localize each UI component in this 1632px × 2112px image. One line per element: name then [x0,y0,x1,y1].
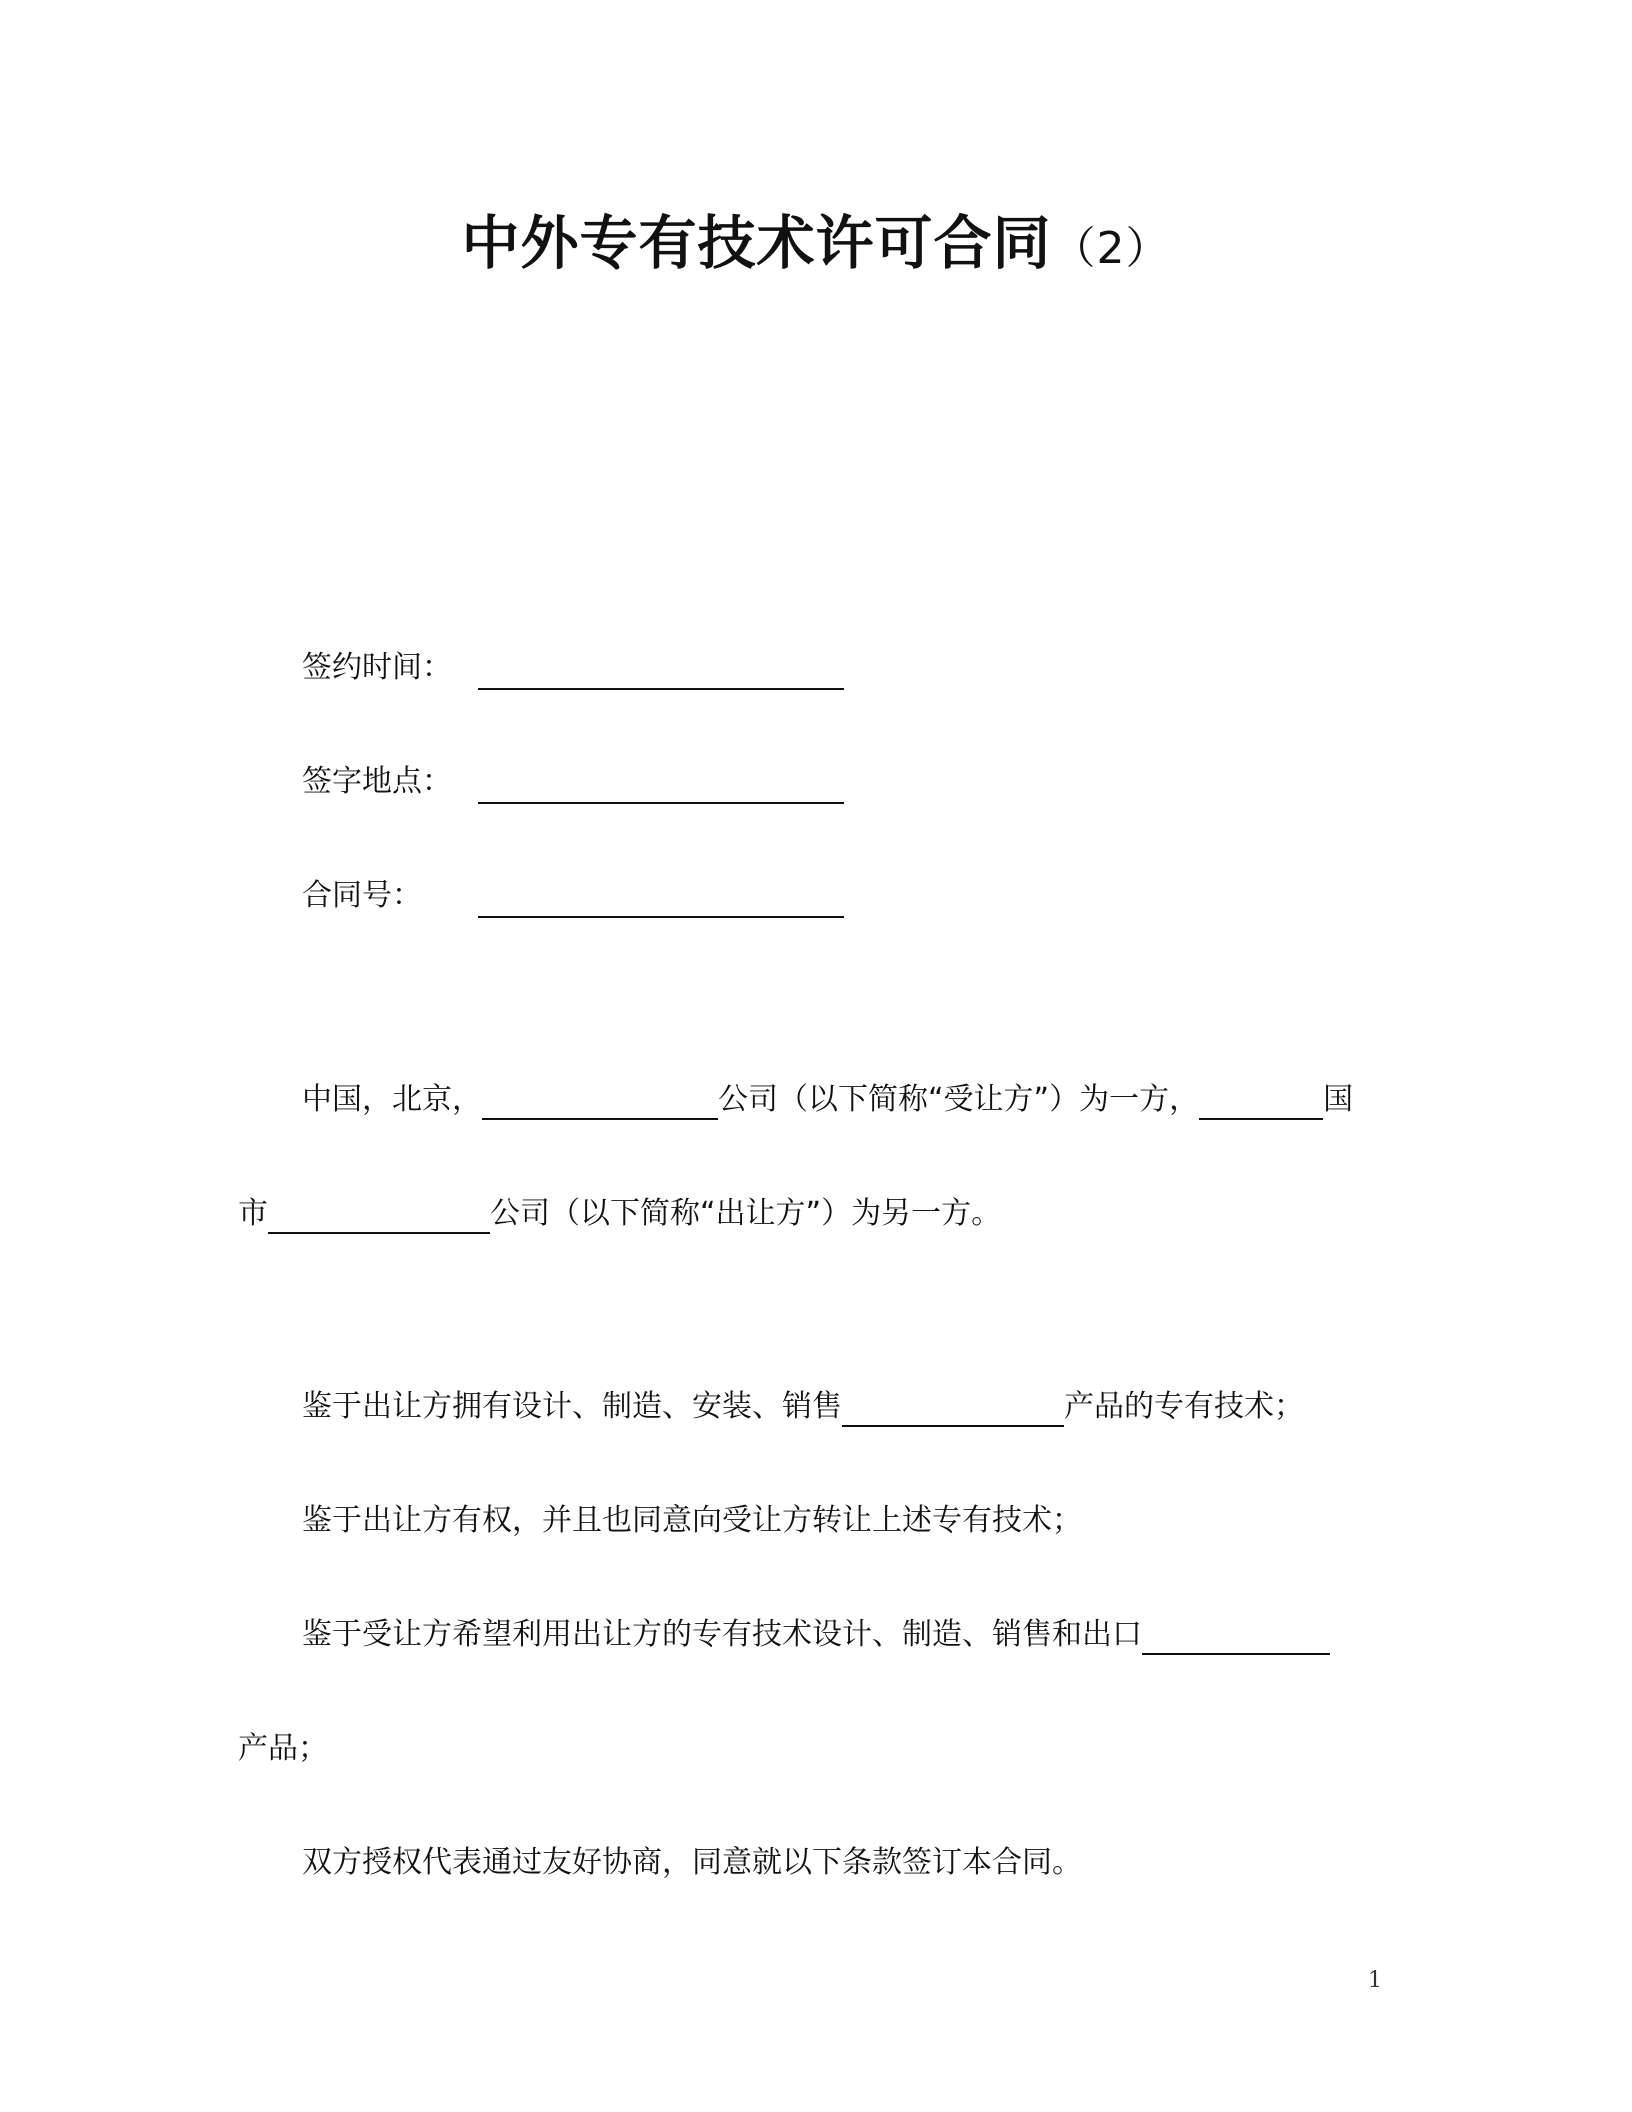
signing-date-field [302,648,902,692]
agreement-statement [302,1843,1082,1883]
parties-text-2a: 市 [238,1196,268,1231]
parties-text-1a: 中国，北京， [302,1082,482,1117]
title-text: 中外专有技术许可合同 [461,209,1052,277]
parties-text-2b: 公司（以下简称“出让方”）为另一方。 [490,1196,1002,1231]
whereas-3 [302,1615,1330,1655]
whereas-2-text: 鉴于出让方有权，并且也同意向受让方转让上述专有技术； [302,1503,1082,1538]
document-title [0,196,1632,280]
whereas-2 [302,1501,1082,1541]
signing-date-blank[interactable] [478,654,844,690]
signing-place-field [302,762,902,806]
whereas-3-text-a: 鉴于受让方希望利用出让方的专有技术设计、制造、销售和出口 [302,1617,1142,1652]
licensor-country-blank[interactable] [1199,1084,1323,1120]
parties-text-1c: 国 [1323,1082,1354,1117]
licensee-company-blank[interactable] [482,1084,718,1120]
licensor-company-blank[interactable] [268,1198,490,1234]
contract-number-field [302,876,902,920]
whereas-1-text-a: 鉴于出让方拥有设计、制造、安装、销售 [302,1389,842,1424]
whereas-3-text-b: 产品； [238,1731,328,1766]
agreement-statement-text: 双方授权代表通过友好协商，同意就以下条款签订本合同。 [302,1845,1082,1880]
whereas-1-text-b: 产品的专有技术； [1064,1389,1304,1424]
parties-line-1 [302,1080,1353,1120]
whereas-3-continued [238,1729,328,1769]
signing-date-label: 签约时间： [302,650,452,685]
signing-place-label: 签字地点： [302,764,452,799]
page-number: 1 [1368,1968,1382,1993]
contract-number-label: 合同号： [302,878,422,913]
title-suffix: （2） [1051,223,1171,274]
parties-text-1b: 公司（以下简称“受让方”）为一方， [718,1082,1200,1117]
signing-place-blank[interactable] [478,768,844,804]
product-name-blank-1[interactable] [842,1391,1064,1427]
contract-number-blank[interactable] [478,882,844,918]
whereas-1 [302,1387,1304,1427]
parties-line-2 [238,1194,1001,1234]
product-name-blank-2[interactable] [1142,1619,1330,1655]
